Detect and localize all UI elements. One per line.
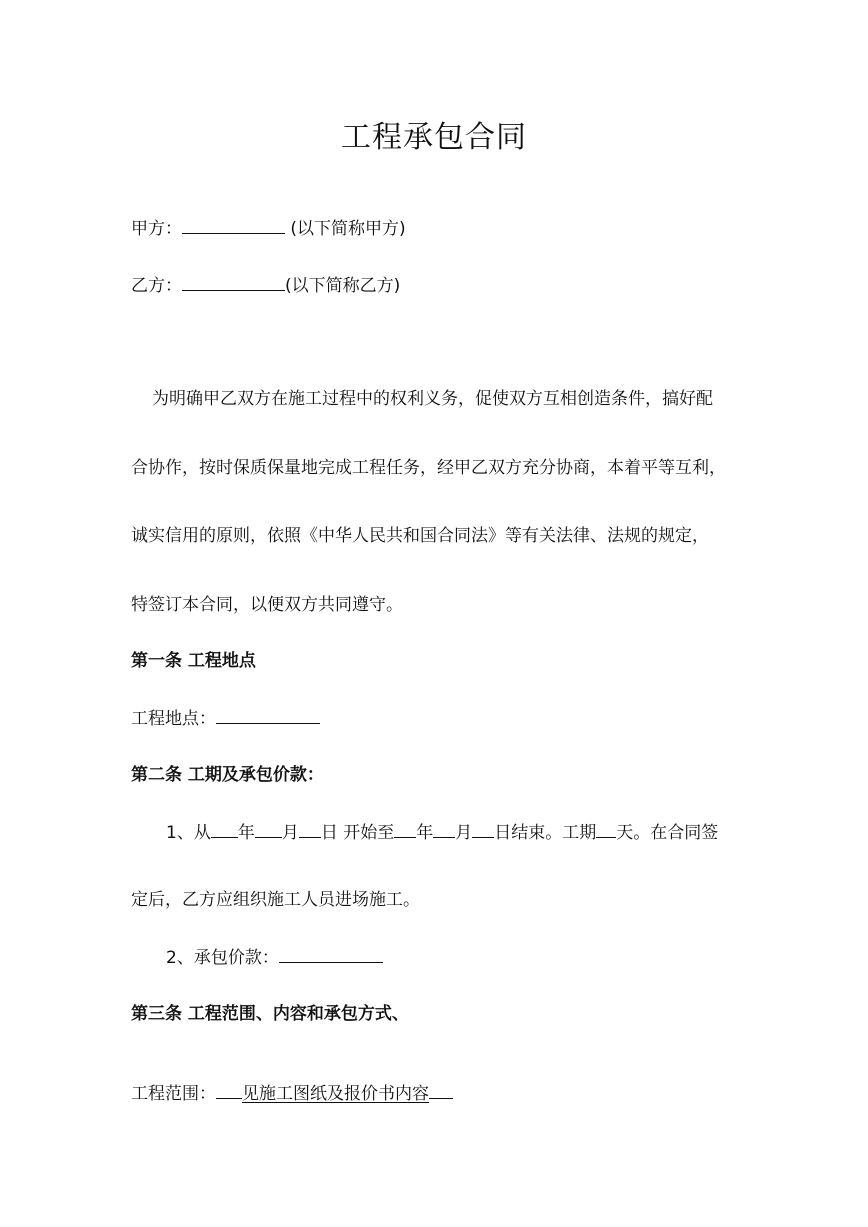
scope-value[interactable]: 见施工图纸及报价书内容	[242, 1084, 429, 1104]
start-day-blank[interactable]	[299, 821, 321, 838]
preamble-line-1: 为明确甲乙双方在施工过程中的权利义务，促使双方互相创造条件，搞好配	[152, 389, 713, 409]
article-3-heading: 第三条 工程范围、内容和承包方式、	[131, 1004, 409, 1024]
term-continuation: 定后，乙方应组织施工人员进场施工。	[131, 890, 420, 910]
start-day-label: 日 开始至	[320, 823, 395, 843]
scope-blank-right	[429, 1082, 453, 1099]
party-b-line	[131, 274, 400, 297]
article-2-heading: 第二条 工期及承包价款：	[131, 765, 324, 785]
party-a-blank[interactable]	[182, 217, 285, 234]
end-month-label: 月	[455, 823, 473, 843]
scope-label: 工程范围：	[131, 1084, 216, 1104]
party-a-suffix: (以下简称甲方)	[285, 219, 406, 239]
location-label: 工程地点：	[131, 709, 216, 729]
end-year-blank[interactable]	[394, 821, 416, 838]
scope-line	[131, 1082, 453, 1105]
end-day-label: 日结束。工期	[494, 823, 597, 843]
document-title: 工程承包合同	[341, 120, 527, 155]
end-year-label: 年	[416, 823, 434, 843]
term-prefix: 1、从	[166, 823, 211, 843]
party-b-label: 乙方：	[131, 276, 182, 296]
preamble-line-3: 诚实信用的原则，依照《中华人民共和国合同法》等有关法律、法规的规定，	[131, 526, 709, 546]
start-year-blank[interactable]	[211, 821, 238, 838]
price-label: 2、承包价款：	[166, 948, 279, 968]
price-line	[166, 946, 383, 969]
scope-blank-left	[216, 1082, 242, 1099]
preamble-line-2: 合协作，按时保质保量地完成工程任务，经甲乙双方充分协商，本着平等互利，	[131, 458, 726, 478]
start-month-label: 月	[281, 823, 299, 843]
location-line	[131, 707, 320, 730]
party-a-label: 甲方：	[131, 219, 182, 239]
start-year-label: 年	[237, 823, 255, 843]
location-blank[interactable]	[216, 707, 320, 724]
preamble-line-4: 特签订本合同，以便双方共同遵守。	[131, 595, 403, 615]
article-1-heading: 第一条 工程地点	[131, 651, 256, 671]
party-b-blank[interactable]	[182, 274, 285, 291]
price-blank[interactable]	[279, 946, 383, 963]
term-line	[166, 821, 718, 844]
party-b-suffix: (以下简称乙方)	[285, 276, 401, 296]
duration-label: 天。在合同签	[616, 823, 719, 843]
duration-blank[interactable]	[596, 821, 616, 838]
end-day-blank[interactable]	[472, 821, 494, 838]
party-a-line	[131, 217, 406, 240]
start-month-blank[interactable]	[255, 821, 282, 838]
end-month-blank[interactable]	[433, 821, 455, 838]
